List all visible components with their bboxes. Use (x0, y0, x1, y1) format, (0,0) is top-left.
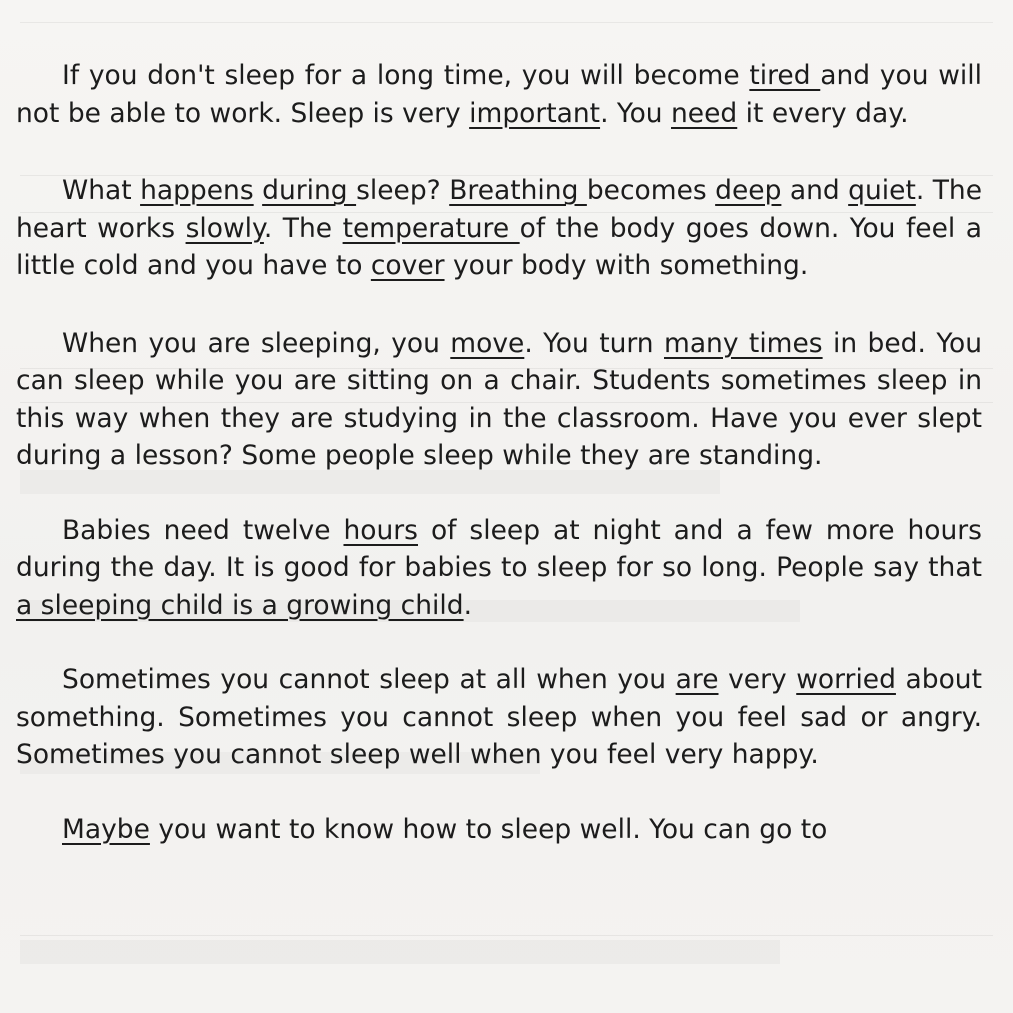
underlined-word: move (450, 327, 525, 359)
paragraph-1 (16, 57, 982, 132)
text-segment: . The (263, 212, 343, 244)
text-segment: . You turn (524, 327, 664, 359)
paragraph-5 (16, 661, 982, 774)
text-segment: When you are sleeping, you (62, 327, 451, 359)
text-segment: sleep? (356, 175, 450, 206)
paragraph-6 (16, 811, 982, 849)
text-segment: and you will not be able to work. Sleep is very (16, 60, 982, 129)
underlined-word: Breathing (449, 175, 587, 206)
text-segment: it every day. (737, 97, 909, 129)
text-segment: Sometimes you cannot sleep at all when you (62, 664, 676, 695)
underlined-word: temperature (342, 212, 520, 244)
text-segment: your body with something. (444, 250, 809, 281)
underlined-word: Maybe (62, 813, 150, 845)
underlined-word: quiet (848, 175, 916, 206)
underlined-word: hours (343, 514, 418, 546)
underlined-word: important (469, 97, 601, 129)
underlined-word: slowly (185, 212, 264, 244)
paragraph-3 (16, 325, 982, 475)
underlined-word: are (675, 664, 719, 695)
text-segment: Babies need twelve (62, 514, 344, 546)
text-segment: becomes (586, 175, 716, 206)
text-segment: in bed. You can sleep while you are sitting on a chair. Students sometimes sleep in this way when they are studying in the classroom. Have you ever slept during a lesson? Some people sleep while they are standing. (16, 327, 982, 471)
underlined-word: a sleeping child is a growing child (16, 589, 464, 621)
text-segment: What (62, 175, 141, 206)
text-segment: of sleep at night and a few more hours during the day. It is good for babies to sleep for so long. People say that (16, 514, 982, 583)
underlined-word: need (671, 97, 738, 129)
text-segment: of the body goes down. You feel a little cold and you have to (16, 212, 983, 281)
text-segment: you want to know how to sleep well. You can go to (149, 813, 828, 845)
underlined-word: happens (140, 175, 254, 206)
text-segment: and (781, 175, 849, 206)
paragraph-2 (16, 172, 982, 285)
underlined-word: during (262, 175, 357, 206)
text-segment: . The heart works (16, 175, 983, 244)
text-segment: . (463, 589, 473, 621)
text-segment (254, 175, 262, 206)
paragraph-4 (16, 512, 982, 625)
text-segment: If you don't sleep for a long time, you will become (62, 60, 750, 91)
reading-passage (16, 57, 982, 848)
text-segment: about something. Sometimes you cannot sleep when you feel sad or angry. Sometimes you cannot sleep well when you feel very happy. (16, 664, 982, 770)
underlined-word: deep (715, 175, 782, 206)
text-segment: . You (600, 97, 672, 129)
underlined-word: many times (664, 327, 823, 359)
underlined-word: cover (370, 250, 445, 281)
text-segment: very (718, 664, 797, 695)
underlined-word: tired (749, 60, 821, 91)
underlined-word: worried (796, 664, 896, 695)
